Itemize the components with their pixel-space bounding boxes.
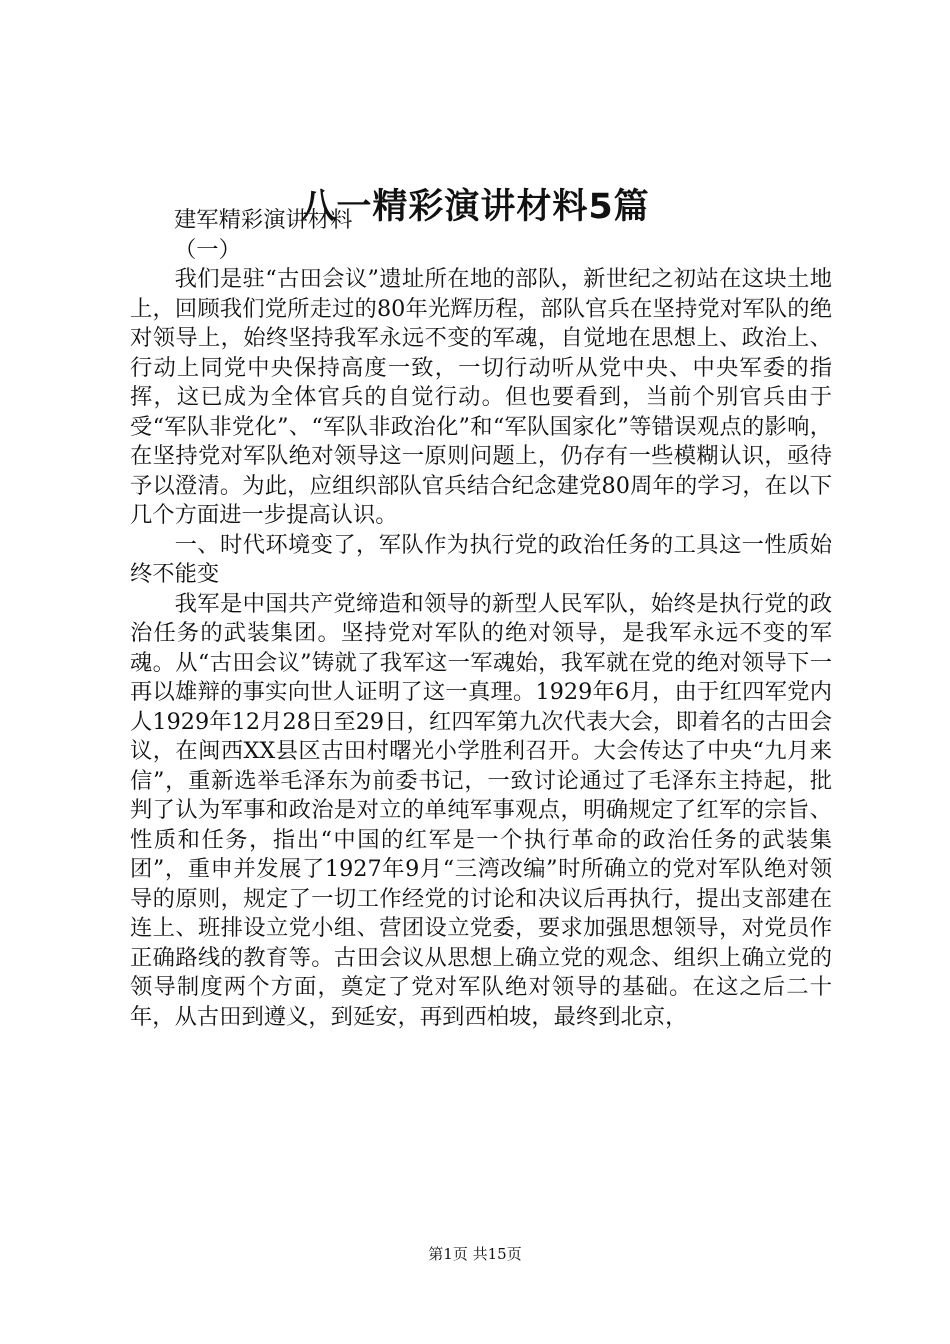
page-footer: 第1页 共15页 [428,1245,522,1263]
paragraph-2: 我军是中国共产党缔造和领导的新型人民军队，始终是执行党的政治任务的武装集团。坚持党对军队的绝对领导，是我军永远不变的军魂。从“古田会议”铸就了我军这一军魂始，我军就在党的绝对领导下一再以雄辩的事实向世人证明了这一真理。1929年6月，由于红四军党内人1929年12月28日至29日，红四军第九次代表大会，即着名的古田会议，在闽西XX县区古田村曙光小学胜利召开。大会传达了中央“九月来信”，重新选举毛泽东为前委书记，一致讨论通过了毛泽东主持起，批判了认为军事和政治是对立的单纯军事观点，明确规定了红军的宗旨、性质和任务，指出“中国的红军是一个执行革命的政治任务的武装集团”，重申并发展了1927年9月“三湾改编”时所确立的党对军队绝对领导的原则，规定了一切工作经党的讨论和决议后再执行，提出支部建在连上、班排设立党小组、营团设立党委，要求加强思想领导，对党员作正确路线的教育等。古田会议从思想上确立党的观念、组织上确立党的领导制度两个方面，奠定了党对军队绝对领导的基础。在这之后二十年，从古田到遵义，到延安，再到西柏坡，最终到北京， [130,590,832,1030]
document-body [130,206,832,1032]
paragraph-1: 我们是驻“古田会议”遗址所在地的部队，新世纪之初站在这块土地上，回顾我们党所走过的80年光辉历程，部队官兵在坚持党对军队的绝对领导上，始终坚持我军永远不变的军魂，自觉地在思想上、政治上、行动上同党中央保持高度一致，一切行动听从党中央、中央军委的指挥，这已成为全体官兵的自觉行动。但也要看到，当前个别官兵由于受“军队非党化”、“军队非政治化”和“军队国家化”等错误观点的影响，在坚持党对军队绝对领导这一原则问题上，仍存有一些模糊认识，亟待予以澄清。为此，应组织部队官兵结合纪念建党80周年的学习，在以下几个方面进一步提高认识。 [130,266,832,528]
section-marker: （一） [174,236,241,263]
section-heading-1: 一、时代环境变了，军队作为执行党的政治任务的工具这一性质始终不能变 [130,531,832,587]
document-subtitle: 建军精彩演讲材料 [174,207,353,233]
document-title: 八一精彩演讲材料5篇 [300,187,650,227]
